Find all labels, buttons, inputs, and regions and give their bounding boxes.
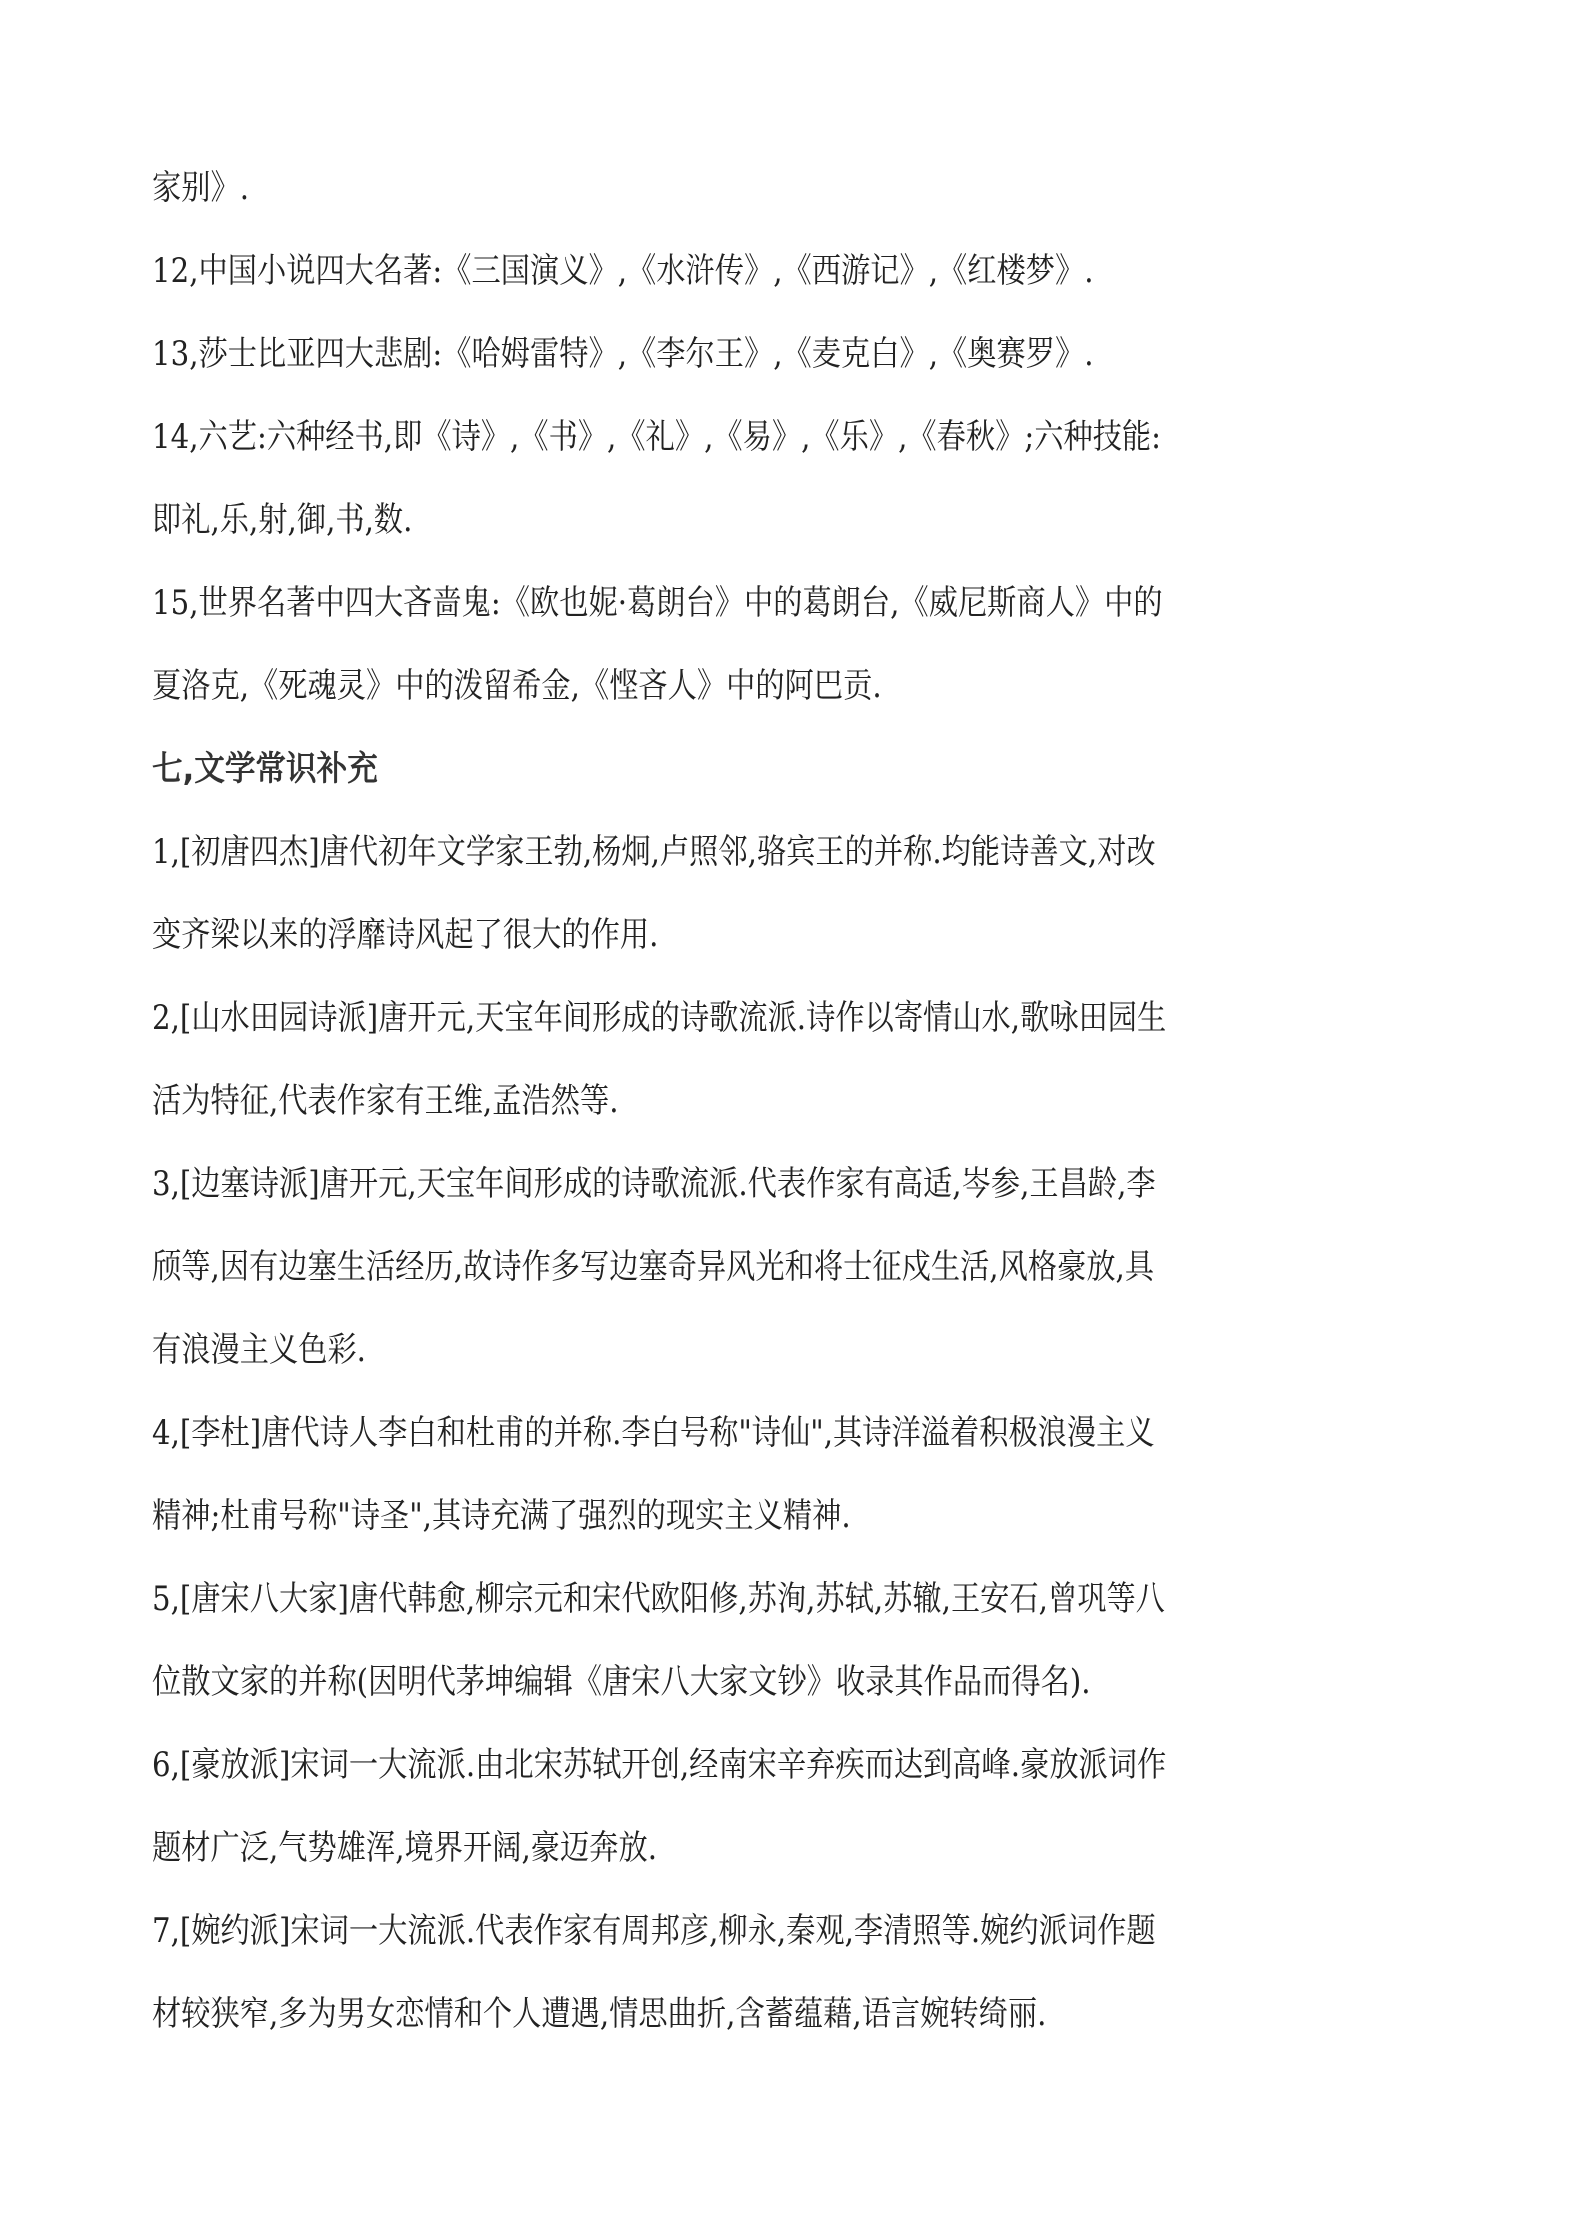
list-item-7-continuation: 材较狭窄,多为男女恋情和个人遭遇,情思曲折,含蓄蕴藉,语言婉转绮丽.	[152, 1994, 1047, 2034]
list-item-2-landscape-pastoral-school: 2,[山水田园诗派]唐开元,天宝年间形成的诗歌流派.诗作以寄情山水,歌咏田园生	[152, 998, 1167, 1038]
list-item-1-early-tang-four: 1,[初唐四杰]唐代初年文学家王勃,杨炯,卢照邻,骆宾王的并称.均能诗善文,对改	[152, 832, 1156, 872]
list-item-15-continuation: 夏洛克,《死魂灵》中的泼留希金,《悭吝人》中的阿巴贡.	[152, 666, 882, 706]
list-item-15-four-misers: 15,世界名著中四大吝啬鬼:《欧也妮·葛朗台》中的葛朗台,《威尼斯商人》中的	[152, 583, 1163, 623]
list-item-5-continuation: 位散文家的并称(因明代茅坤编辑《唐宋八大家文钞》收录其作品而得名).	[152, 1662, 1091, 1702]
list-item-4-continuation: 精神;杜甫号称"诗圣",其诗充满了强烈的现实主义精神.	[152, 1496, 851, 1536]
list-item-3-continuation-b: 有浪漫主义色彩.	[152, 1330, 366, 1370]
list-item-7-wanyue-school: 7,[婉约派]宋词一大流派.代表作家有周邦彦,柳永,秦观,李清照等.婉约派词作题	[152, 1911, 1156, 1951]
list-item-1-continuation: 变齐梁以来的浮靡诗风起了很大的作用.	[152, 915, 659, 955]
list-item-5-eight-masters: 5,[唐宋八大家]唐代韩愈,柳宗元和宋代欧阳修,苏洵,苏轼,苏辙,王安石,曾巩等八	[152, 1579, 1165, 1619]
list-item-6-continuation: 题材广泛,气势雄浑,境界开阔,豪迈奔放.	[152, 1828, 658, 1868]
list-item-4-li-du: 4,[李杜]唐代诗人李白和杜甫的并称.李白号称"诗仙",其诗洋溢着积极浪漫主义	[152, 1413, 1155, 1453]
list-item-14-six-arts: 14,六艺:六种经书,即《诗》,《书》,《礼》,《易》,《乐》,《春秋》;六种技能:	[152, 417, 1162, 457]
list-item-3-continuation-a: 颀等,因有边塞生活经历,故诗作多写边塞奇异风光和将士征戍生活,风格豪放,具	[152, 1247, 1155, 1287]
list-item-2-continuation: 活为特征,代表作家有王维,孟浩然等.	[152, 1081, 619, 1121]
list-item-13-shakespeare-tragedies: 13,莎士比亚四大悲剧:《哈姆雷特》,《李尔王》,《麦克白》,《奥赛罗》.	[152, 334, 1094, 374]
text-line-continuation-11: 家别》.	[152, 168, 250, 208]
list-item-14-continuation: 即礼,乐,射,御,书,数.	[152, 500, 413, 540]
list-item-12-four-classic-novels: 12,中国小说四大名著:《三国演义》,《水浒传》,《西游记》,《红楼梦》.	[152, 251, 1094, 291]
list-item-3-frontier-school: 3,[边塞诗派]唐开元,天宝年间形成的诗歌流派.代表作家有高适,岑参,王昌龄,李	[152, 1164, 1156, 1204]
list-item-6-haofang-school: 6,[豪放派]宋词一大流派.由北宋苏轼开创,经南宋辛弃疾而达到高峰.豪放派词作	[152, 1745, 1167, 1785]
section-heading: 七,文学常识补充	[152, 749, 378, 789]
